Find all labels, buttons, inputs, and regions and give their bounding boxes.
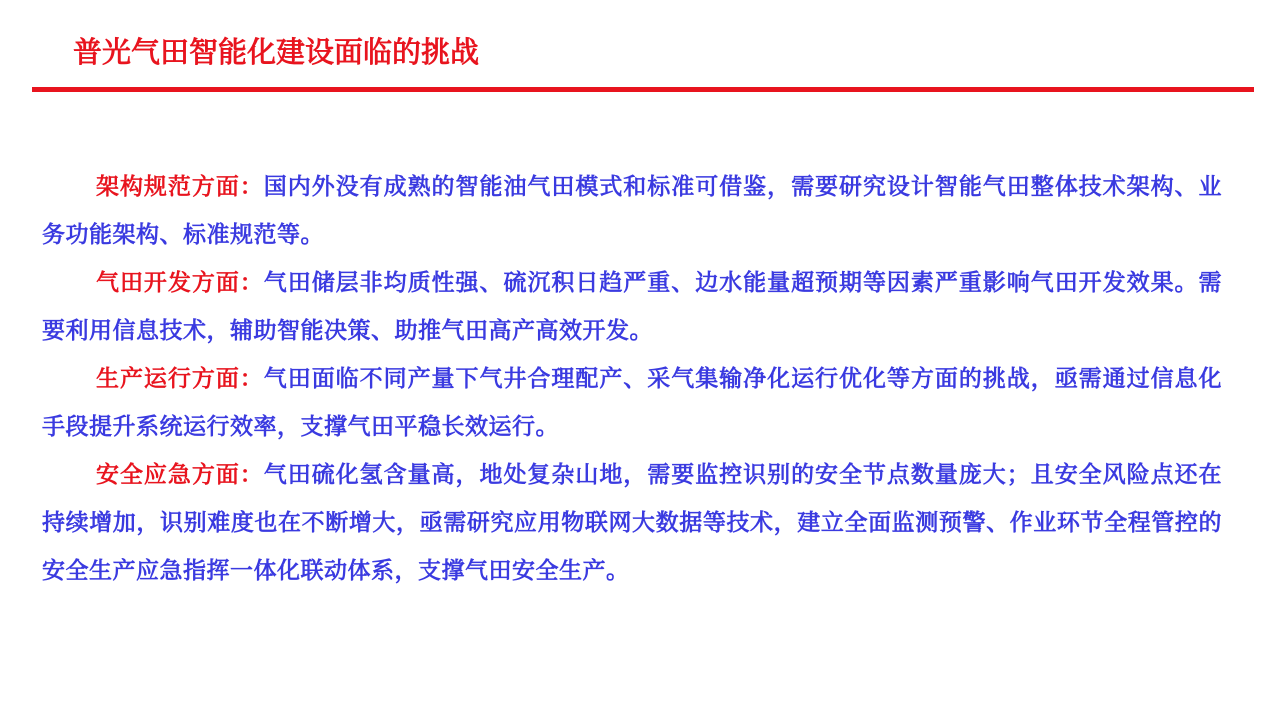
title-divider: [32, 87, 1254, 92]
paragraph-text: 气田储层非均质性强、硫沉积日趋严重、边水能量超预期等因素严重影响气田开发效果。需要利用信息技术，辅助智能决策、助推气田高产高效开发。: [42, 270, 1223, 344]
paragraph-operation: [42, 355, 1222, 451]
paragraph-text: 气田面临不同产量下气井合理配产、采气集输净化运行优化等方面的挑战，亟需通过信息化手段提升系统运行效率，支撑气田平稳长效运行。: [42, 366, 1223, 440]
paragraph-development: [42, 259, 1222, 355]
paragraph-lead: 安全应急方面：: [96, 462, 264, 488]
paragraph-architecture: [42, 163, 1222, 259]
paragraph-lead: 架构规范方面：: [96, 174, 264, 200]
paragraph-lead: 生产运行方面：: [96, 366, 264, 392]
slide-title: 普光气田智能化建设面临的挑战: [73, 35, 480, 69]
slide-body: [42, 163, 1222, 595]
paragraph-text: 国内外没有成熟的智能油气田模式和标准可借鉴，需要研究设计智能气田整体技术架构、业务功能架构、标准规范等。: [42, 174, 1223, 248]
paragraph-lead: 气田开发方面：: [96, 270, 264, 296]
paragraph-text: 气田硫化氢含量高，地处复杂山地，需要监控识别的安全节点数量庞大；且安全风险点还在持续增加，识别难度也在不断增大，亟需研究应用物联网大数据等技术，建立全面监测预警、作业环节全程管控的安全生产应急指挥一体化联动体系，支撑气田安全生产。: [42, 462, 1223, 584]
paragraph-safety: [42, 451, 1222, 595]
